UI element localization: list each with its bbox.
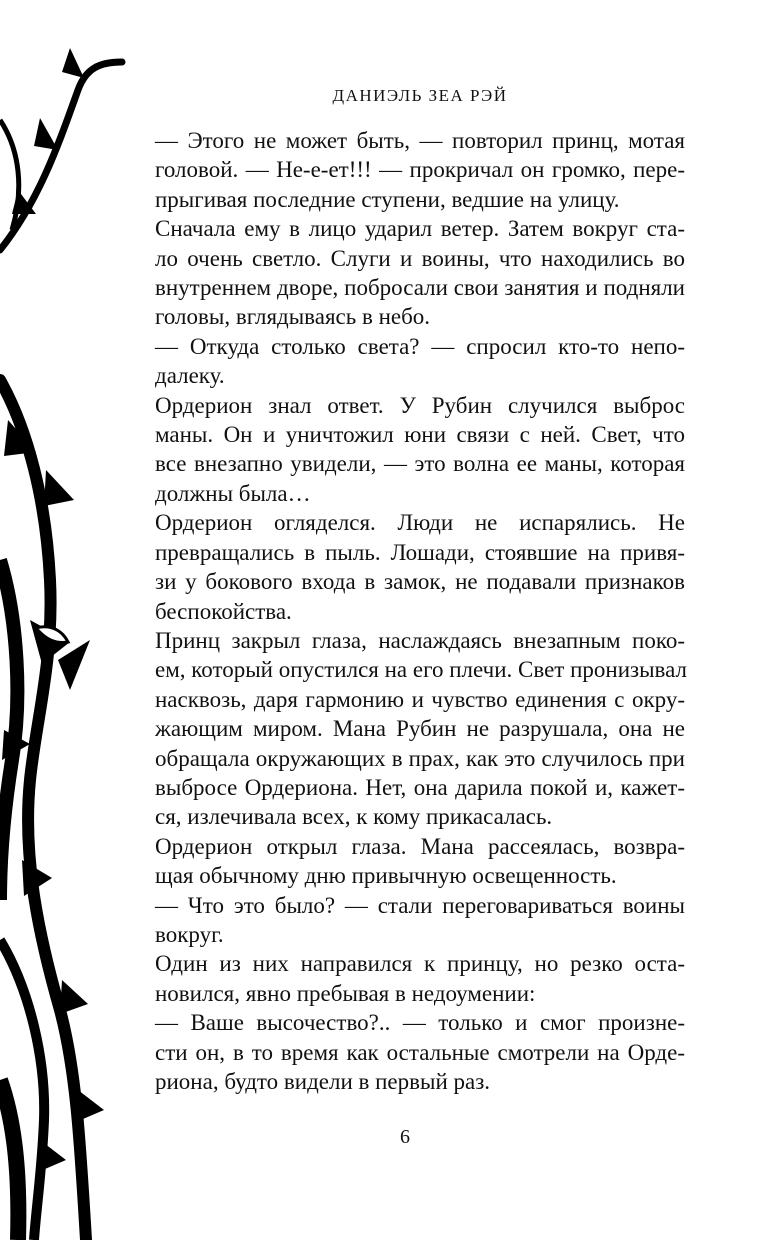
text-line: Ордерион открыл глаза. Мана рассеялась, возвра- (155, 833, 685, 859)
text-line: — Ваше высочество?.. — только и смог произне- (155, 1010, 685, 1036)
text-line: маны. Он и уничтожил юни связи с ней. Свет, что (155, 422, 685, 448)
text-line: прыгивая последние ступени, ведшие на улицу. (155, 186, 620, 212)
page-number: 6 (400, 1126, 410, 1148)
paragraph (155, 626, 685, 832)
paragraph (155, 1008, 685, 1096)
running-head: ДАНИЭЛЬ ЗЕА РЭЙ (332, 86, 508, 105)
paragraph (155, 391, 685, 509)
text-line: обращала окружающих в прах, как это случилось при (155, 745, 685, 771)
paragraph (155, 126, 685, 214)
text-line: Принц закрыл глаза, наслаждаясь внезапным поко- (155, 627, 685, 653)
paragraph (155, 508, 685, 626)
text-line: ло очень светло. Слуги и воины, что находились во (155, 245, 685, 271)
paragraph (155, 214, 685, 332)
text-line: — Что это было? — стали переговариваться воины (155, 892, 685, 918)
text-line: превращались в пыль. Лошади, стоявшие на привя- (155, 539, 685, 565)
text-line: вокруг. (155, 921, 224, 947)
text-line: Ордерион огляделся. Люди не испарялись. Не (155, 510, 685, 536)
paragraph (155, 949, 685, 1008)
text-line: — Откуда столько света? — спросил кто-то непо- (155, 333, 685, 359)
text-line: риона, будто видели в первый раз. (155, 1069, 491, 1094)
text-line: ся, излечивала всех, к кому прикасалась. (155, 804, 553, 830)
text-line: все внезапно увидели, — это волна ее маны, которая (155, 451, 685, 477)
text-line: насквозь, даря гармонию и чувство единения с окру- (155, 686, 685, 712)
paragraph (155, 891, 685, 950)
text-line: — Этого не может быть, — повторил принц, мотая (155, 128, 685, 153)
text-line: Сначала ему в лицо ударил ветер. Затем вокруг ста- (155, 216, 685, 242)
text-line: далеку. (155, 363, 225, 389)
text-line: зи у бокового входа в замок, не подавали признаков (155, 569, 685, 595)
text-line: сти он, в то время как остальные смотрели на Орде- (155, 1039, 685, 1065)
text-line: жающим миром. Мана Рубин не разрушала, она не (155, 716, 685, 742)
thorn-vine-ornament-icon (0, 0, 140, 1240)
text-line: внутреннем дворе, побросали свои занятия и подняли (155, 275, 685, 301)
text-line: щая обычному дню привычную освещенность. (155, 863, 617, 889)
text-line: ем, который опустился на его плечи. Свет пронизывал (155, 657, 687, 683)
body-text (155, 126, 685, 1096)
text-line: должны была… (155, 480, 311, 506)
text-line: новился, явно пребывая в недоумении: (155, 980, 536, 1006)
text-line: беспокойства. (155, 598, 292, 624)
text-line: головы, вглядываясь в небо. (155, 304, 431, 330)
paragraph (155, 332, 685, 391)
text-line: Один из них направился к принцу, но резко оста- (155, 951, 685, 977)
paragraph (155, 832, 685, 891)
text-line: Ордерион знал ответ. У Рубин случился выброс (155, 392, 685, 418)
text-line: выбросе Ордериона. Нет, она дарила покой и, кажет- (155, 774, 685, 800)
text-line: головой. — Не-е-ет!!! — прокричал он громко, пере- (155, 157, 685, 183)
